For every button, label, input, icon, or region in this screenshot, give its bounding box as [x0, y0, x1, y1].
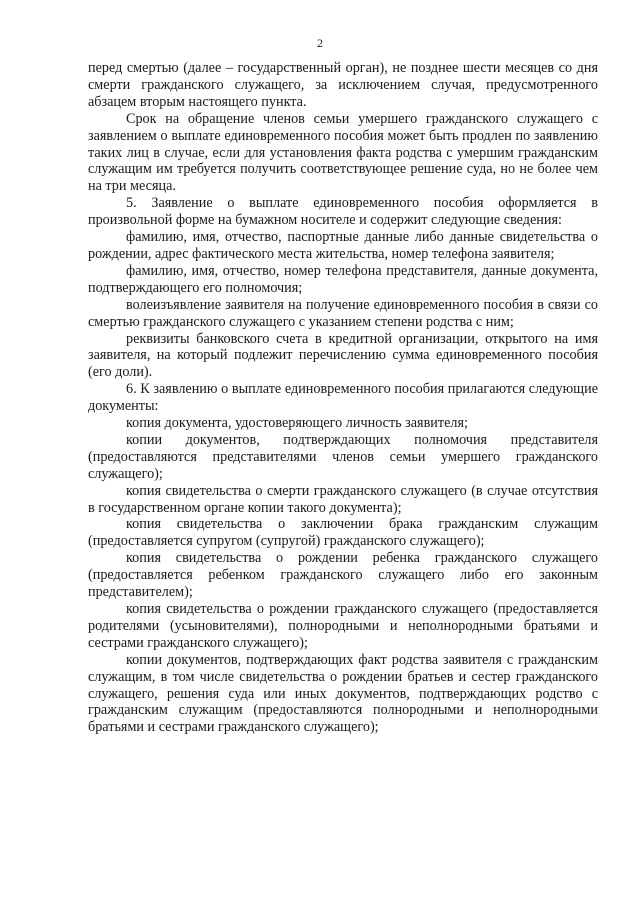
list-item: копия свидетельства о смерти гражданского служащего (в случае отсутствия в государственном органе копии такого документа); — [88, 482, 598, 516]
list-item: копии документов, подтверждающих факт родства заявителя с гражданским служащим, в том числе свидетельства о рождении братьев и сестер гражданского служащего, решения суда или иных документов, подтверждающих родство с гражданским служащим (предоставляются полнородными и неполнородными братьями и сестрами гражданского служащего); — [88, 651, 598, 736]
page-number: 2 — [317, 36, 323, 50]
list-item: фамилию, имя, отчество, паспортные данные либо данные свидетельства о рождении, адрес фактического места жительства, номер телефона заявителя; — [88, 229, 598, 262]
list-item: фамилию, имя, отчество, номер телефона представителя, данные документа, подтверждающего его полномочия; — [88, 262, 598, 296]
list-item: копия документа, удостоверяющего личность заявителя; — [126, 415, 468, 432]
document-body — [88, 60, 598, 736]
paragraph: перед смертью (далее – государственный орган), не позднее шести месяцев со дня смерти гражданского служащего, за исключением случая, предусмотренного абзацем вторым настоящего пункта. — [88, 60, 598, 110]
list-item: реквизиты банковского счета в кредитной организации, открытого на имя заявителя, на который подлежит перечислению сумма единовременного пособия (его доли). — [88, 330, 598, 381]
paragraph: Срок на обращение членов семьи умершего гражданского служащего с заявлением о выплате единовременного пособия может быть продлен по заявлению таких лиц в случае, если для установления факта родства с умершим гражданским служащим им требуется получить соответствующее решение суда, но не более чем на три месяца. — [88, 110, 598, 195]
list-item: копия свидетельства о рождении гражданского служащего (предоставляется родителями (усыновителями), полнородными и неполнородными братьями и сестрами гражданского служащего); — [88, 601, 598, 651]
list-item: копия свидетельства о рождении ребенка гражданского служащего (предоставляется ребенком гражданского служащего либо его законным представителем); — [88, 550, 598, 601]
list-item: копия свидетельства о заключении брака гражданским служащим (предоставляется супругом (супругой) гражданского служащего); — [88, 516, 598, 550]
list-item: волеизъявление заявителя на получение единовременного пособия в связи со смертью гражданского служащего с указанием степени родства с ним; — [88, 296, 598, 330]
paragraph: 5. Заявление о выплате единовременного пособия оформляется в произвольной форме на бумажном носителе и содержит следующие сведения: — [88, 195, 598, 229]
paragraph: 6. К заявлению о выплате единовременного пособия прилагаются следующие документы: — [88, 381, 598, 415]
list-item: копии документов, подтверждающих полномочия представителя (предоставляются представителями членов семьи умершего гражданского служащего); — [88, 431, 598, 482]
